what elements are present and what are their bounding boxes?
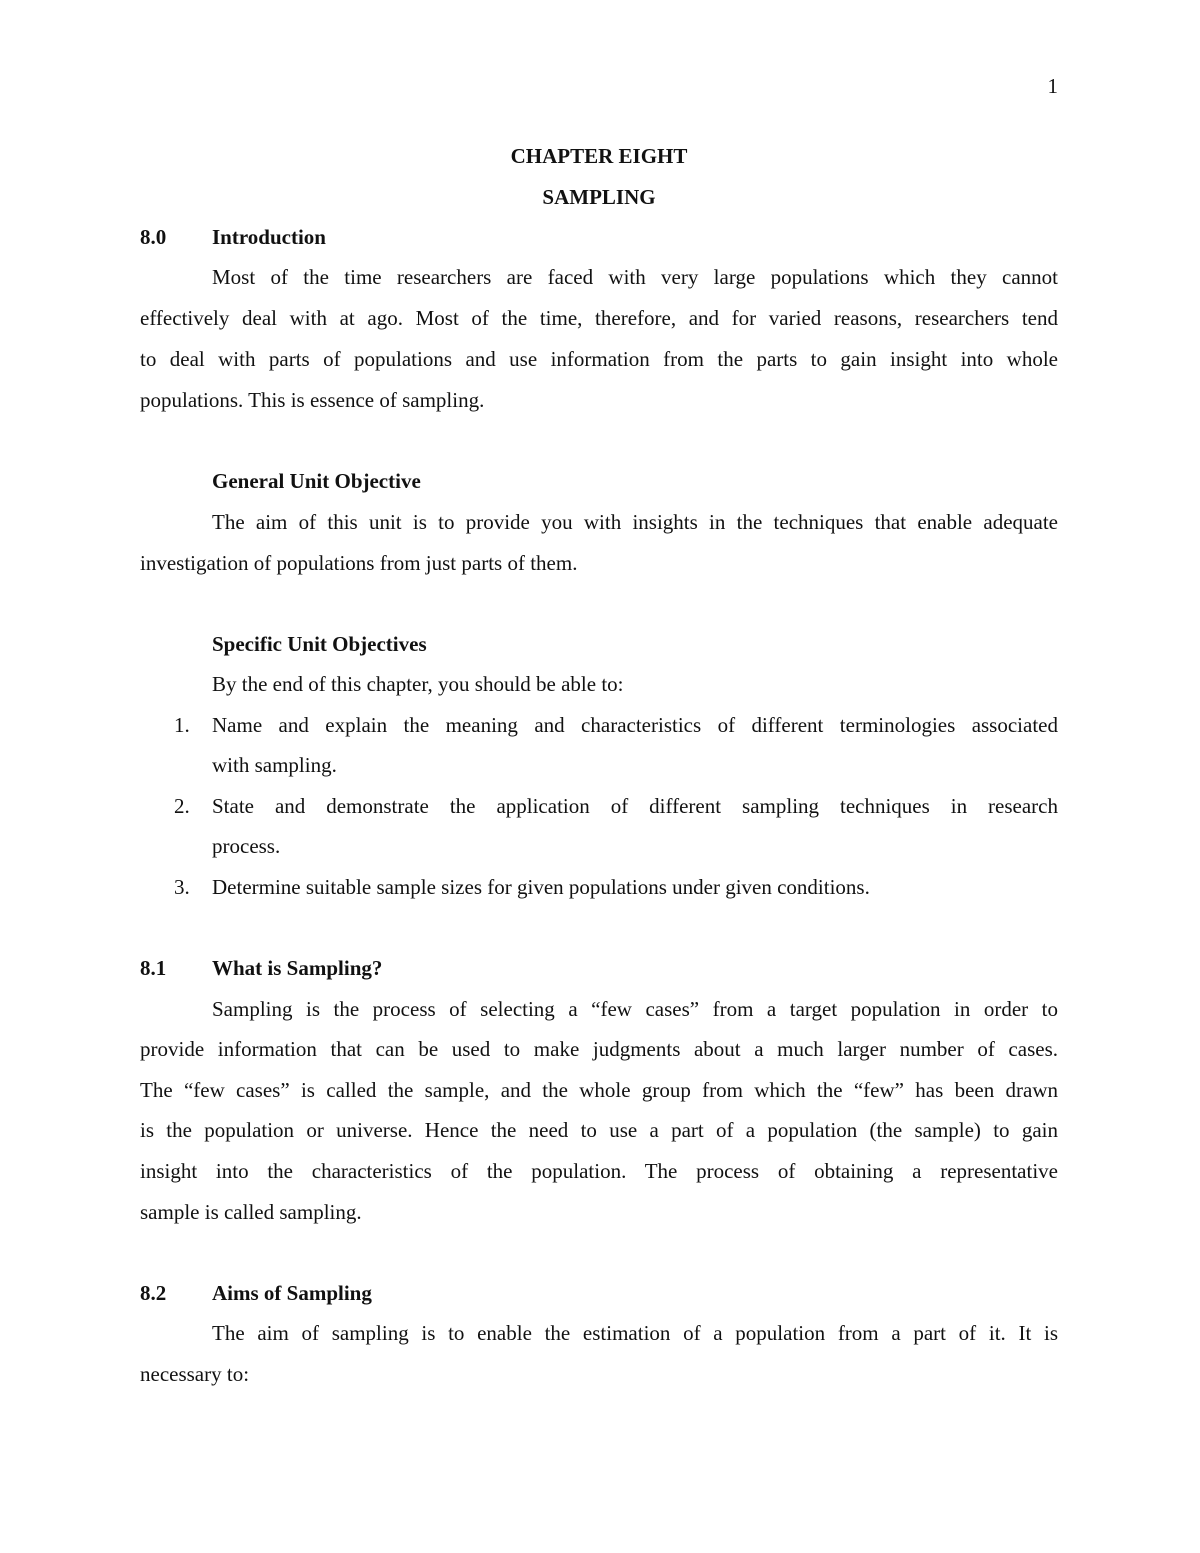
objectives-intro: By the end of this chapter, you should be able to:	[212, 672, 624, 696]
section-heading-8-2	[140, 1281, 1058, 1305]
paragraph-line: necessary to:	[140, 1362, 250, 1386]
section-heading-8-0	[140, 225, 1058, 249]
list-item-line: Name and explain the meaning and characteristics of different terminologies associated	[212, 713, 1058, 737]
section-number: 8.1	[140, 956, 167, 980]
list-number: 2.	[174, 794, 190, 818]
section-number: 8.0	[140, 225, 167, 249]
section-title: Aims of Sampling	[212, 1281, 372, 1305]
paragraph-line: provide information that can be used to make judgments about a much larger number of cases.	[140, 1037, 1058, 1061]
section-title: What is Sampling?	[212, 956, 383, 980]
paragraph-line: Most of the time researchers are faced with very large populations which they cannot	[212, 265, 1058, 289]
paragraph-line: investigation of populations from just parts of them.	[140, 551, 578, 575]
paragraph-line: populations. This is essence of sampling.	[140, 388, 485, 412]
section-heading-8-1	[140, 956, 1058, 980]
paragraph-line: insight into the characteristics of the population. The process of obtaining a representative	[140, 1159, 1058, 1183]
general-objective-heading: General Unit Objective	[212, 469, 421, 493]
section-title: Introduction	[212, 225, 326, 249]
paragraph-line: sample is called sampling.	[140, 1200, 362, 1224]
paragraph-line: effectively deal with at ago. Most of the time, therefore, and for varied reasons, researchers tend	[140, 306, 1058, 330]
list-item-line: process.	[212, 834, 281, 858]
list-number: 3.	[174, 875, 190, 899]
section-number: 8.2	[140, 1281, 167, 1305]
specific-objectives-heading: Specific Unit Objectives	[212, 632, 427, 656]
paragraph-line: The “few cases” is called the sample, and the whole group from which the “few” has been drawn	[140, 1078, 1058, 1102]
list-number: 1.	[174, 713, 190, 737]
paragraph-line: Sampling is the process of selecting a “few cases” from a target population in order to	[212, 997, 1058, 1021]
paragraph-line: The aim of sampling is to enable the estimation of a population from a part of it. It is	[212, 1321, 1058, 1345]
chapter-label: CHAPTER EIGHT	[510, 144, 688, 168]
paragraph-line: is the population or universe. Hence the need to use a part of a population (the sample) to gain	[140, 1118, 1058, 1142]
list-item-line: Determine suitable sample sizes for given populations under given conditions.	[212, 875, 870, 899]
paragraph-line: to deal with parts of populations and use information from the parts to gain insight into whole	[140, 347, 1058, 371]
paragraph-line: The aim of this unit is to provide you with insights in the techniques that enable adequate	[212, 510, 1058, 534]
chapter-title: SAMPLING	[542, 185, 656, 209]
list-item-line: with sampling.	[212, 753, 337, 777]
list-item-line: State and demonstrate the application of different sampling techniques in research	[212, 794, 1058, 818]
page-number: 1	[1047, 74, 1058, 98]
